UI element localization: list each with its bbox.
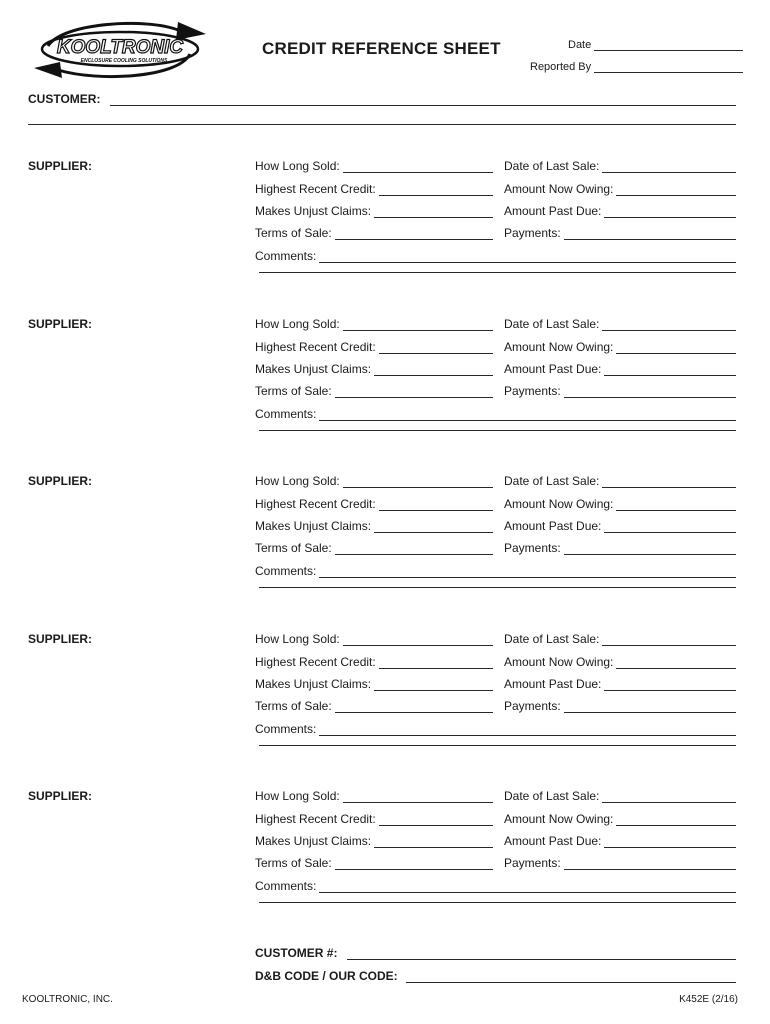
makes-unjust-claims-field[interactable] [255,677,493,691]
how-long-sold-field[interactable] [255,159,493,173]
supplier-label: SUPPLIER: [28,317,93,331]
date-last-sale-label: Date of Last Sale: [504,474,600,488]
comments-label: Comments: [255,249,317,263]
reported-by-field[interactable] [530,61,743,73]
reported-by-input-line[interactable] [594,62,743,73]
date-last-sale-field[interactable] [504,789,736,803]
highest-recent-credit-field[interactable] [255,812,493,826]
terms-of-sale-field[interactable] [255,856,493,870]
how-long-sold-field[interactable] [255,789,493,803]
makes-unjust-claims-label: Makes Unjust Claims: [255,519,372,533]
amount-now-owing-line[interactable] [616,185,736,196]
how-long-sold-label: How Long Sold: [255,474,340,488]
amount-past-due-field[interactable] [504,362,736,376]
amount-now-owing-line[interactable] [616,343,736,354]
date-last-sale-label: Date of Last Sale: [504,789,600,803]
logo-tagline: ENCLOSURE COOLING SOLUTIONS [80,58,168,64]
payments-label: Payments: [504,384,561,398]
payments-line[interactable] [564,387,736,398]
how-long-sold-label: How Long Sold: [255,159,340,173]
highest-recent-credit-line[interactable] [379,500,493,511]
terms-of-sale-line[interactable] [335,702,493,713]
payments-field[interactable] [504,856,736,870]
payments-field[interactable] [504,384,736,398]
how-long-sold-label: How Long Sold: [255,317,340,331]
amount-past-due-label: Amount Past Due: [504,519,602,533]
date-field[interactable] [568,39,743,51]
customer-number-label: CUSTOMER #: [255,946,338,960]
comments-line[interactable] [319,252,736,263]
amount-now-owing-field[interactable] [504,182,736,196]
terms-of-sale-field[interactable] [255,541,493,555]
highest-recent-credit-label: Highest Recent Credit: [255,812,376,826]
footer-form-code: K452E (2/16) [679,994,738,1005]
supplier-label: SUPPLIER: [28,474,93,488]
date-last-sale-line[interactable] [602,320,736,331]
payments-field[interactable] [504,541,736,555]
kooltronic-logo [28,16,210,82]
date-last-sale-label: Date of Last Sale: [504,632,600,646]
amount-now-owing-line[interactable] [616,815,736,826]
amount-past-due-field[interactable] [504,834,736,848]
how-long-sold-line[interactable] [343,635,493,646]
amount-now-owing-line[interactable] [616,658,736,669]
comments-line-2[interactable] [259,587,736,588]
makes-unjust-claims-line[interactable] [374,207,493,218]
how-long-sold-label: How Long Sold: [255,789,340,803]
customer-number-field[interactable] [255,946,736,960]
payments-label: Payments: [504,856,561,870]
highest-recent-credit-field[interactable] [255,182,493,196]
payments-line[interactable] [564,702,736,713]
amount-past-due-label: Amount Past Due: [504,204,602,218]
comments-line-2[interactable] [259,902,736,903]
date-input-line[interactable] [594,40,743,51]
logo-wordmark: KOOLTRONIC [56,37,184,58]
supplier-label: SUPPLIER: [28,632,93,646]
comments-label: Comments: [255,407,317,421]
supplier-block [0,789,770,939]
amount-now-owing-field[interactable] [504,497,736,511]
terms-of-sale-field[interactable] [255,384,493,398]
how-long-sold-line[interactable] [343,792,493,803]
comments-line[interactable] [319,410,736,421]
footer-company: KOOLTRONIC, INC. [22,994,113,1005]
date-last-sale-label: Date of Last Sale: [504,159,600,173]
amount-past-due-line[interactable] [604,680,736,691]
supplier-block [0,317,770,467]
comments-label: Comments: [255,564,317,578]
highest-recent-credit-label: Highest Recent Credit: [255,655,376,669]
logo-graphic [28,16,210,82]
supplier-block [0,632,770,782]
supplier-label: SUPPLIER: [28,159,93,173]
amount-now-owing-field[interactable] [504,340,736,354]
comments-label: Comments: [255,879,317,893]
amount-past-due-line[interactable] [604,207,736,218]
how-long-sold-field[interactable] [255,317,493,331]
comments-line[interactable] [319,567,736,578]
amount-now-owing-line[interactable] [616,500,736,511]
terms-of-sale-label: Terms of Sale: [255,699,332,713]
amount-past-due-field[interactable] [504,204,736,218]
amount-past-due-field[interactable] [504,677,736,691]
customer-input-line-2[interactable] [28,124,736,125]
comments-field[interactable] [255,722,736,736]
reported-by-label: Reported By [530,61,592,73]
how-long-sold-field[interactable] [255,474,493,488]
customer-field[interactable] [28,92,736,106]
highest-recent-credit-line[interactable] [379,658,493,669]
amount-now-owing-field[interactable] [504,812,736,826]
highest-recent-credit-label: Highest Recent Credit: [255,182,376,196]
highest-recent-credit-label: Highest Recent Credit: [255,497,376,511]
terms-of-sale-label: Terms of Sale: [255,541,332,555]
terms-of-sale-line[interactable] [335,859,493,870]
payments-field[interactable] [504,226,736,240]
highest-recent-credit-line[interactable] [379,185,493,196]
date-last-sale-field[interactable] [504,317,736,331]
amount-now-owing-field[interactable] [504,655,736,669]
supplier-label: SUPPLIER: [28,789,93,803]
amount-past-due-line[interactable] [604,837,736,848]
date-last-sale-field[interactable] [504,474,736,488]
amount-past-due-line[interactable] [604,522,736,533]
page-title: CREDIT REFERENCE SHEET [262,39,501,58]
highest-recent-credit-line[interactable] [379,343,493,354]
terms-of-sale-field[interactable] [255,226,493,240]
makes-unjust-claims-label: Makes Unjust Claims: [255,834,372,848]
amount-past-due-field[interactable] [504,519,736,533]
db-code-field[interactable] [255,969,736,983]
amount-past-due-label: Amount Past Due: [504,677,602,691]
payments-label: Payments: [504,699,561,713]
payments-line[interactable] [564,544,736,555]
supplier-block [0,159,770,309]
how-long-sold-label: How Long Sold: [255,632,340,646]
comments-line-2[interactable] [259,430,736,431]
highest-recent-credit-field[interactable] [255,655,493,669]
db-code-line[interactable] [406,972,736,983]
highest-recent-credit-line[interactable] [379,815,493,826]
date-last-sale-field[interactable] [504,159,736,173]
payments-label: Payments: [504,226,561,240]
makes-unjust-claims-label: Makes Unjust Claims: [255,677,372,691]
date-last-sale-line[interactable] [602,162,736,173]
payments-field[interactable] [504,699,736,713]
comments-field[interactable] [255,249,736,263]
terms-of-sale-field[interactable] [255,699,493,713]
makes-unjust-claims-field[interactable] [255,362,493,376]
supplier-block [0,474,770,624]
db-code-label: D&B CODE / OUR CODE: [255,969,398,983]
amount-past-due-line[interactable] [604,365,736,376]
terms-of-sale-line[interactable] [335,229,493,240]
comments-label: Comments: [255,722,317,736]
amount-now-owing-label: Amount Now Owing: [504,812,614,826]
payments-line[interactable] [564,229,736,240]
how-long-sold-field[interactable] [255,632,493,646]
customer-label: CUSTOMER: [28,92,101,106]
makes-unjust-claims-field[interactable] [255,519,493,533]
highest-recent-credit-field[interactable] [255,340,493,354]
amount-now-owing-label: Amount Now Owing: [504,655,614,669]
makes-unjust-claims-label: Makes Unjust Claims: [255,204,372,218]
highest-recent-credit-field[interactable] [255,497,493,511]
comments-line-2[interactable] [259,272,736,273]
makes-unjust-claims-label: Makes Unjust Claims: [255,362,372,376]
date-last-sale-field[interactable] [504,632,736,646]
how-long-sold-line[interactable] [343,320,493,331]
comments-field[interactable] [255,407,736,421]
terms-of-sale-line[interactable] [335,387,493,398]
payments-label: Payments: [504,541,561,555]
highest-recent-credit-label: Highest Recent Credit: [255,340,376,354]
terms-of-sale-label: Terms of Sale: [255,384,332,398]
how-long-sold-line[interactable] [343,162,493,173]
makes-unjust-claims-field[interactable] [255,204,493,218]
date-label: Date [568,39,592,51]
comments-line[interactable] [319,725,736,736]
amount-past-due-label: Amount Past Due: [504,834,602,848]
date-last-sale-line[interactable] [602,792,736,803]
payments-line[interactable] [564,859,736,870]
how-long-sold-line[interactable] [343,477,493,488]
comments-line[interactable] [319,882,736,893]
makes-unjust-claims-line[interactable] [374,522,493,533]
makes-unjust-claims-line[interactable] [374,837,493,848]
comments-field[interactable] [255,879,736,893]
makes-unjust-claims-line[interactable] [374,680,493,691]
amount-now-owing-label: Amount Now Owing: [504,340,614,354]
makes-unjust-claims-line[interactable] [374,365,493,376]
amount-past-due-label: Amount Past Due: [504,362,602,376]
date-last-sale-line[interactable] [602,635,736,646]
terms-of-sale-label: Terms of Sale: [255,226,332,240]
customer-input-line[interactable] [110,95,736,106]
amount-now-owing-label: Amount Now Owing: [504,182,614,196]
date-last-sale-line[interactable] [602,477,736,488]
date-last-sale-label: Date of Last Sale: [504,317,600,331]
comments-line-2[interactable] [259,745,736,746]
amount-now-owing-label: Amount Now Owing: [504,497,614,511]
terms-of-sale-label: Terms of Sale: [255,856,332,870]
terms-of-sale-line[interactable] [335,544,493,555]
comments-field[interactable] [255,564,736,578]
makes-unjust-claims-field[interactable] [255,834,493,848]
customer-number-line[interactable] [347,949,736,960]
